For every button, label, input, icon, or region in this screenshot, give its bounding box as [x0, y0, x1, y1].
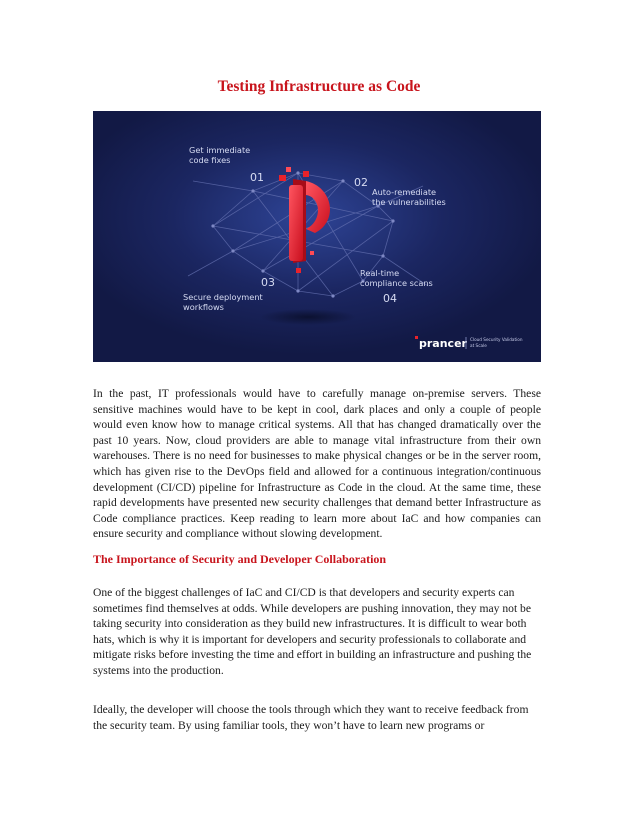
step1-label-line2: code fixes: [189, 155, 231, 165]
step3-label-line2: workflows: [183, 302, 224, 312]
tools-paragraph: Ideally, the developer will choose the tools through which they want to receive feedback from the security team. By using familiar tools, they won’t have to learn new programs or: [93, 703, 529, 732]
logo-shadow: [260, 309, 356, 325]
step3-label-line1: Secure deployment: [183, 292, 263, 302]
step2-number: 02: [354, 176, 368, 189]
step1-number: 01: [250, 171, 264, 184]
step2-label-line2: the vulnerabilities: [372, 197, 446, 207]
logo-tagline-line2: at Scale: [470, 343, 487, 348]
hero-image: [93, 111, 541, 362]
collaboration-paragraph: One of the biggest challenges of IaC and CI/CD is that developers and security experts can sometimes find themselves at odds. While developers are pushing innovation, they may not be taking security into consideration as they build new infrastructures. It is difficult to wear both hats, which is why it is important for developers and security professionals to collaborate and mitigate risks before investing the time and effort in building an infrastructure and pushing the systems into the production.: [93, 586, 532, 677]
step1-label-line1: Get immediate: [189, 145, 251, 155]
step2-label-line1: Auto-remediate: [372, 187, 437, 197]
section-heading: The Importance of Security and Developer Collaboration: [93, 552, 387, 566]
hero-illustration: [93, 111, 541, 362]
page-title: Testing Infrastructure as Code: [217, 78, 421, 95]
logo-tagline-line1: Cloud Security Validation: [470, 337, 523, 342]
step4-label-line2: compliance scans: [360, 278, 433, 288]
intro-paragraph: In the past, IT professionals would have to carefully manage on-premise servers. These sensitive machines would have to be kept in cool, dark places and only a couple of people would even know how to manage critical systems. All that has changed dramatically over the past 10 years. Now, cloud providers are able to manage vital infrastructure from their own warehouses. There is no need for businesses to make physical changes or be in the server room, which has given rise to the DevOps field and allowed for a continuous integration/continuous development (CI/CD) pipeline for Infrastructure as Code in the cloud. At the same time, these rapid developments have presented new security challenges that demand better Infrastructure as Code compliance practices. Keep reading to learn more about IaC and how companies can ensure security and compliance without slowing development.: [93, 387, 541, 541]
logo-brand: prancer: [419, 337, 467, 350]
logo-dot-icon: [415, 336, 418, 339]
step3-number: 03: [261, 276, 275, 289]
step4-label-line1: Real-time: [360, 268, 400, 278]
step4-number: 04: [383, 292, 397, 305]
